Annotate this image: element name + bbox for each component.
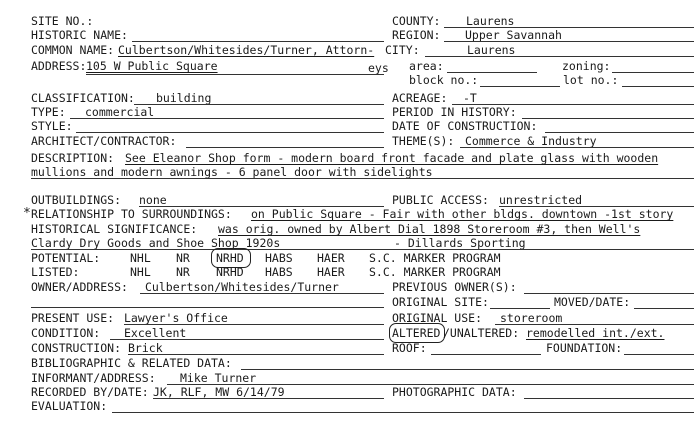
significance-line-2b: - Dillards Sporting: [394, 236, 526, 250]
listed-option-haer: HAER: [317, 265, 345, 279]
potential-label: POTENTIAL:: [31, 251, 101, 265]
foundation-label: FOUNDATION:: [546, 341, 623, 355]
owner-line-2: [31, 307, 384, 308]
potential-option-marker: S.C. MARKER PROGRAM: [369, 251, 501, 265]
lot-no-label: lot no.:: [563, 73, 619, 87]
unaltered-label: /UNALTERED:: [443, 326, 520, 340]
architect-label: ARCHITECT/CONTRACTOR:: [31, 134, 177, 148]
construction-value: Brick: [128, 341, 163, 355]
address-continued: eys: [368, 61, 389, 75]
zoning-line: [612, 72, 694, 73]
altered-label: ALTERED: [392, 326, 441, 340]
recorded-label: RECORDED BY/DATE:: [31, 385, 149, 399]
description-line-2: mullions and modern awnings - 6 panel door with sidelights: [31, 165, 433, 179]
photographic-line: [524, 398, 694, 399]
present-use-line: [124, 324, 384, 325]
type-value: commercial: [85, 105, 155, 119]
city-line: [425, 56, 694, 57]
area-label: area:: [409, 59, 444, 73]
altered-value: remodelled int./ext.: [526, 326, 665, 340]
theme-line: [460, 147, 694, 148]
block-no-line: [480, 86, 560, 87]
architect-line: [186, 147, 384, 148]
zoning-label: zoning:: [562, 59, 611, 73]
region-label: REGION:: [392, 28, 441, 42]
significance-line: [31, 249, 694, 250]
condition-label: CONDITION:: [31, 326, 101, 340]
acreage-label: ACREAGE:: [392, 91, 448, 105]
relationship-star: *: [23, 206, 31, 221]
previous-owners-label: PREVIOUS OWNER(S):: [392, 280, 517, 294]
owner-label: OWNER/ADDRESS:: [31, 280, 128, 294]
county-label: COUNTY:: [392, 14, 441, 28]
type-line: [70, 118, 384, 119]
present-use-label: PRESENT USE:: [31, 311, 115, 325]
potential-option-habs: HABS: [265, 251, 293, 265]
significance-value: was orig. owned by Albert Dial 1898 Storeroom #3, then Well's: [218, 222, 641, 236]
informant-label: INFORMANT/ADDRESS:: [31, 371, 156, 385]
historic-name-line: [132, 41, 384, 42]
owner-value: Culbertson/Whitesides/Turner: [145, 280, 339, 294]
common-name-label: COMMON NAME:: [31, 43, 115, 57]
relationship-value: on Public Square - Fair with other bldgs. downtown -1st story: [251, 207, 674, 221]
altered-circle-mark: [389, 323, 445, 343]
block-no-label: block no.:: [409, 73, 479, 87]
potential-option-nrhd: NRHD: [216, 251, 244, 265]
lot-no-line: [622, 86, 694, 87]
recorded-line: [153, 398, 384, 399]
city-value: Laurens: [467, 43, 516, 57]
evaluation-label: EVALUATION:: [31, 399, 108, 413]
roof-line: [431, 354, 541, 355]
listed-option-nr: NR: [176, 265, 190, 279]
listed-option-marker: S.C. MARKER PROGRAM: [369, 265, 501, 279]
county-value: Laurens: [466, 14, 515, 28]
description-label: DESCRIPTION:: [31, 151, 115, 165]
region-value: Upper Savannah: [465, 28, 562, 42]
roof-label: ROOF:: [392, 341, 427, 355]
bibliographic-line: [241, 369, 694, 370]
description-line: [31, 178, 694, 179]
period-label: PERIOD IN HISTORY:: [392, 105, 517, 119]
recorded-value: JK, RLF, MW 6/14/79: [153, 385, 285, 399]
bibliographic-label: BIBLIOGRAPHIC & RELATED DATA:: [31, 356, 232, 370]
address-value: 105 W Public Square: [86, 59, 218, 73]
listed-option-habs: HABS: [265, 265, 293, 279]
listed-option-nrhd: NRHD: [216, 265, 244, 279]
significance-line-2: Clardy Dry Goods and Shoe Shop 1920s: [31, 236, 281, 250]
outbuildings-label: OUTBUILDINGS:: [31, 193, 122, 207]
public-access-value: unrestricted: [499, 193, 583, 207]
period-line: [522, 118, 694, 119]
evaluation-line: [112, 412, 694, 413]
moved-date-label: MOVED/DATE:: [554, 295, 631, 309]
city-label: CITY:: [385, 43, 420, 57]
original-use-line: [495, 324, 694, 325]
style-line: [76, 132, 384, 133]
photographic-label: PHOTOGRAPHIC DATA:: [392, 385, 517, 399]
date-construction-label: DATE OF CONSTRUCTION:: [392, 119, 538, 133]
original-site-line: [490, 308, 550, 309]
classification-line: [134, 104, 384, 105]
listed-option-nhl: NHL: [130, 265, 151, 279]
region-line: [444, 41, 694, 42]
condition-line: [110, 339, 384, 340]
address-line: [86, 74, 384, 75]
construction-line: [128, 354, 384, 355]
owner-line: [140, 293, 384, 294]
theme-value: Commerce & Industry: [465, 134, 597, 148]
historic-name-label: HISTORIC NAME:: [31, 28, 128, 42]
original-use-value: storeroom: [500, 311, 563, 325]
site-no-label: SITE NO.:: [31, 14, 94, 28]
moved-date-line: [634, 308, 694, 309]
original-use-label: ORIGINAL USE:: [392, 311, 483, 325]
condition-value: Excellent: [124, 326, 187, 340]
description-line-1: See Eleanor Shop form - modern board front facade and plate glass with wooden: [125, 151, 659, 165]
foundation-line: [624, 354, 694, 355]
informant-value: Mike Turner: [180, 371, 257, 385]
outbuildings-value: none: [139, 193, 167, 207]
type-label: TYPE:: [31, 105, 66, 119]
common-name-value: Culbertson/Whitesides/Turner, Attorn-: [118, 43, 375, 57]
potential-option-nr: NR: [176, 251, 190, 265]
potential-option-nhl: NHL: [130, 251, 151, 265]
original-site-label: ORIGINAL SITE:: [392, 295, 489, 309]
classification-label: CLASSIFICATION:: [31, 91, 135, 105]
style-label: STYLE:: [31, 119, 73, 133]
classification-value: building: [156, 91, 212, 105]
address-label: ADDRESS:: [31, 59, 87, 73]
acreage-value: -T: [463, 91, 477, 105]
significance-label: HISTORICAL SIGNIFICANCE:: [31, 222, 198, 236]
potential-option-haer: HAER: [317, 251, 345, 265]
date-construction-line: [545, 132, 694, 133]
construction-label: CONSTRUCTION:: [31, 341, 122, 355]
previous-owners-line: [524, 293, 694, 294]
present-use-value: Lawyer's Office: [124, 311, 228, 325]
relationship-label: RELATIONSHIP TO SURROUNDINGS:: [31, 207, 232, 221]
public-access-label: PUBLIC ACCESS:: [392, 193, 489, 207]
listed-label: LISTED:: [31, 265, 80, 279]
theme-label: THEME(S):: [392, 134, 455, 148]
